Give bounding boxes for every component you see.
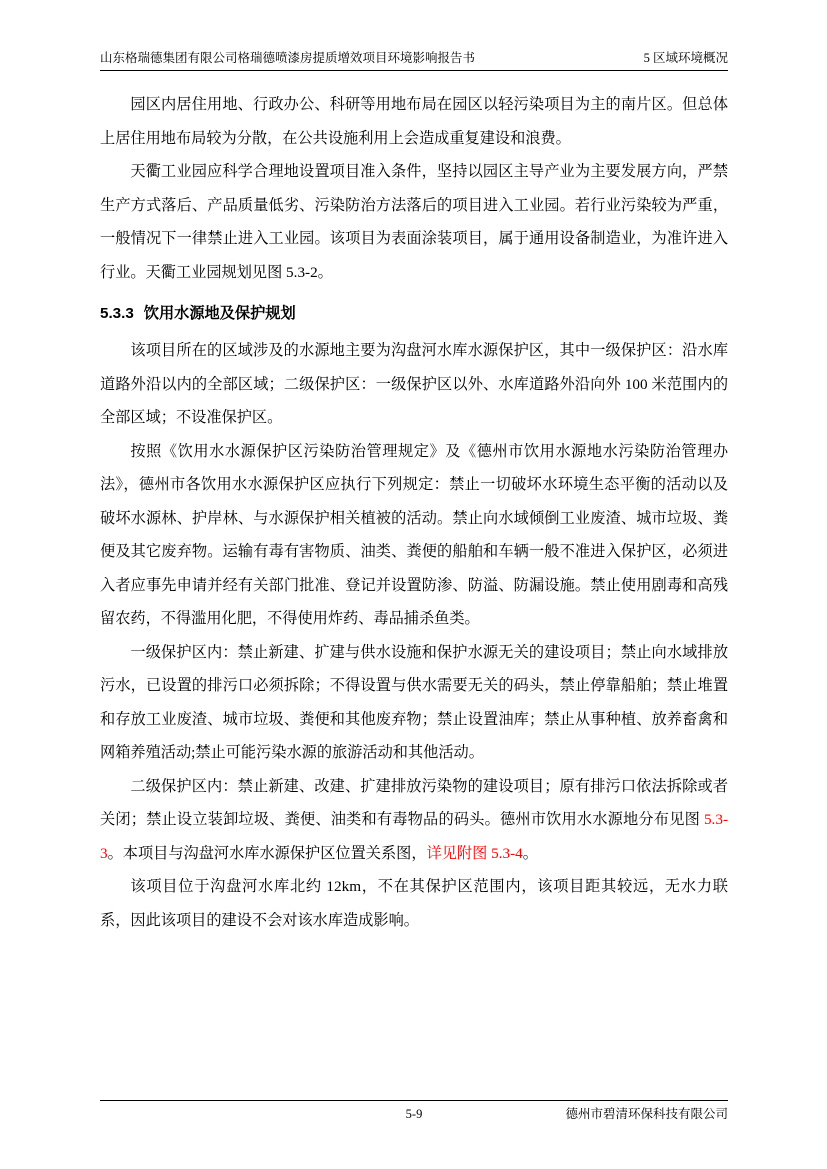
- paragraph: 该项目位于沟盘河水库北约 12km，不在其保护区范围内，该项目距其较远，无水力联系，因此该项目的建设不会对该水库造成影响。: [100, 878, 728, 929]
- header-title-left: 山东格瑞德集团有限公司格瑞德喷漆房提质增效项目环境影响报告书: [100, 51, 476, 65]
- page-content: [100, 0, 728, 1169]
- figure-reference: 5.3-3: [100, 811, 728, 862]
- section-title: 饮用水源地及保护规划: [143, 305, 296, 322]
- text-segment: 二级保护区内：禁止新建、改建、扩建排放污染物的建设项目；原有排污口依法拆除或者关闭；禁止设立装卸垃圾、粪便、油类和有毒物品的码头。德州市饮用水水源地分布见图: [100, 777, 728, 828]
- text-segment: 。: [522, 844, 538, 862]
- paragraph: 园区内居住用地、行政办公、科研等用地布局在园区以轻污染项目为主的南片区。但总体上居住用地布局较为分散，在公共设施利用上会造成重复建设和浪费。: [100, 96, 728, 147]
- paragraph-with-figure-references: [100, 770, 728, 871]
- paragraph: 一级保护区内：禁止新建、扩建与供水设施和保护水源无关的建设项目；禁止向水域排放污水，已设置的排污口必须拆除；不得设置与供水需要无关的码头，禁止停靠船舶；禁止堆置和存放工业废渣、城市垃圾、粪便和其他废弃物；禁止设置油库；禁止从事种植、放养畜禽和网箱养殖活动;禁止可能污染水源的旅游活动和其他活动。: [100, 643, 728, 761]
- paragraph: 天衢工业园应科学合理地设置项目准入条件，坚持以园区主导产业为主要发展方向，严禁生产方式落后、产品质量低劣、污染防治方法落后的项目进入工业园。若行业污染较为严重，一般情况下一律禁止进入工业园。该项目为表面涂装项目，属于通用设备制造业，为准许进入行业。天衢工业园规划见图 5.3-2。: [100, 163, 728, 281]
- figure-reference: 详见附图 5.3-4: [426, 844, 523, 862]
- section-heading: [100, 298, 728, 330]
- header-title-right: 5 区域环境概况: [643, 51, 728, 65]
- section-number: 5.3.3: [100, 305, 134, 322]
- page-footer: [100, 1100, 728, 1123]
- page-number: 5-9: [405, 1107, 423, 1121]
- paragraph: 按照《饮用水水源保护区污染防治管理规定》及《德州市饮用水源地水污染防治管理办法》，德州市各饮用水水源保护区应执行下列规定：禁止一切破坏水环境生态平衡的活动以及破坏水源林、护岸林、与水源保护相关植被的活动。禁止向水域倾倒工业废渣、城市垃圾、粪便及其它废弃物。运输有毒有害物质、油类、粪便的船舶和车辆一般不准进入保护区，必须进入者应事先申请并经有关部门批准、登记并设置防渗、防溢、防漏设施。禁止使用剧毒和高残留农药，不得滥用化肥，不得使用炸药、毒品捕杀鱼类。: [100, 442, 728, 627]
- footer-company-name: 德州市碧清环保科技有限公司: [565, 1107, 728, 1121]
- text-segment: 。本项目与沟盘河水库水源保护区位置关系图，: [107, 844, 427, 862]
- paragraph: 该项目所在的区域涉及的水源地主要为沟盘河水库水源保护区，其中一级保护区：沿水库道路外沿以内的全部区域；二级保护区：一级保护区以外、水库道路外沿向外 100 米范围内的全部区域；不设准保护区。: [100, 342, 728, 426]
- page-body: [100, 88, 728, 937]
- page-header: [100, 50, 728, 71]
